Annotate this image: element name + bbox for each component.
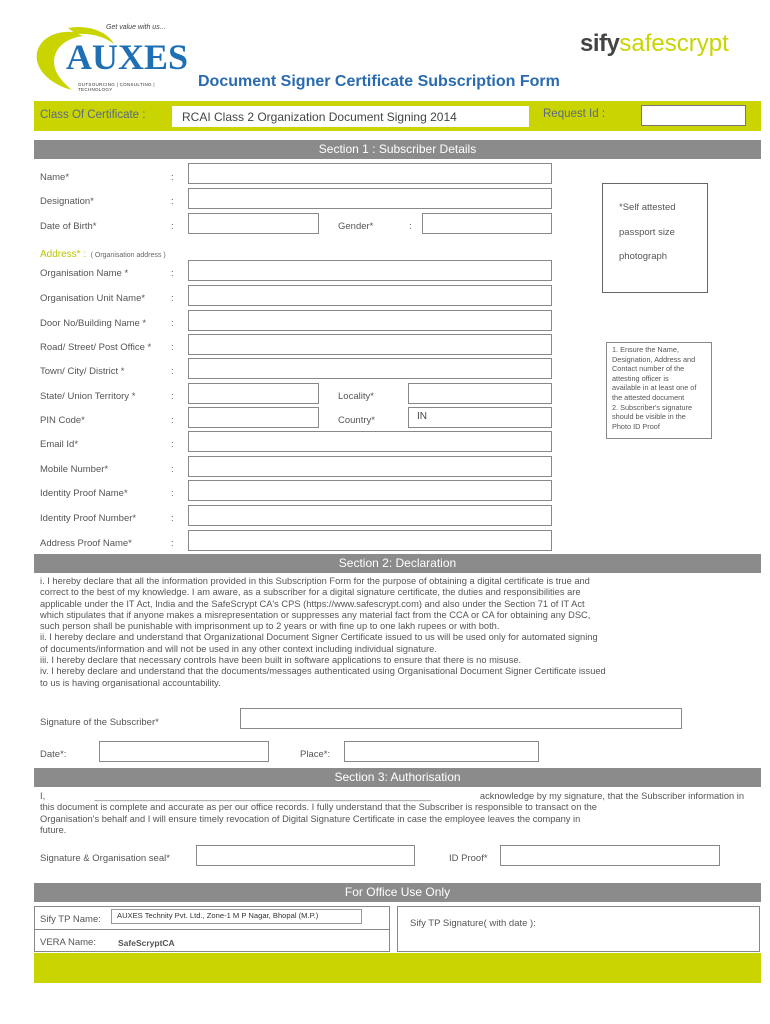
- subscriber-signature-label: Signature of the Subscriber*: [40, 717, 159, 728]
- office-divider: [34, 929, 390, 930]
- declaration-line: i. I hereby declare that all the information provided in this Subscription Form for the purpose of obtaining a digital certificate is true and: [40, 576, 590, 586]
- email-label: Email Id*: [40, 439, 79, 450]
- address-note: ( Organisation address ): [90, 252, 166, 259]
- declaration-line: ii. I hereby declare and understand that Organizational Document Signer Certificate issued to us will be used only for automated signing: [40, 632, 598, 643]
- address-heading: [40, 244, 166, 262]
- designation-input[interactable]: [188, 188, 552, 209]
- photo-box[interactable]: [602, 183, 708, 293]
- colon: :: [171, 196, 174, 207]
- date-input[interactable]: [99, 741, 269, 762]
- country-value: IN: [417, 411, 427, 422]
- auth-acknowledge: acknowledge by my signature, that the Subscriber information in: [479, 791, 744, 801]
- sify-text: sify: [580, 30, 620, 57]
- country-input[interactable]: [408, 407, 552, 428]
- id-proof-label: ID Proof*: [449, 853, 488, 864]
- auth-i: I,: [40, 791, 46, 801]
- state-input[interactable]: [188, 383, 319, 404]
- locality-label: Locality*: [338, 391, 374, 402]
- note-line: Contact number of the: [612, 364, 685, 374]
- vera-label: VERA Name:: [40, 937, 96, 948]
- dob-label: Date of Birth*: [40, 221, 97, 232]
- org-name-input[interactable]: [188, 260, 552, 281]
- colon: :: [171, 293, 174, 304]
- colon: :: [171, 268, 174, 279]
- note-line: should be visible in the: [612, 412, 686, 422]
- gender-label: Gender*: [338, 221, 374, 232]
- road-label: Road/ Street/ Post Office *: [40, 342, 152, 353]
- vera-value: SafeScryptCA: [118, 938, 175, 948]
- class-label: Class Of Certificate :: [40, 109, 146, 121]
- road-input[interactable]: [188, 334, 552, 355]
- colon: :: [171, 221, 174, 232]
- auxes-subtitle: OUTSOURCING | CONSULTING | TECHNOLOGY: [78, 82, 155, 92]
- declaration-line: which stipulates that if anyone makes a misrepresentation or suppresses any material fact from the CCA or CA for obtaining any DSC,: [40, 609, 591, 620]
- colon: :: [171, 415, 174, 426]
- class-field[interactable]: [172, 106, 529, 127]
- request-id-field[interactable]: [641, 105, 746, 126]
- note-line: the attested document: [612, 392, 685, 402]
- note-line: Photo ID Proof: [612, 421, 660, 431]
- state-label: State/ Union Territory *: [40, 391, 136, 402]
- pin-input[interactable]: [188, 407, 319, 428]
- town-label: Town/ City/ District *: [40, 366, 125, 377]
- section3-header: Section 3: Authorisation: [34, 768, 761, 787]
- mobile-input[interactable]: [188, 456, 552, 477]
- auth-blank[interactable]: _________________________________________________________________: [94, 791, 431, 801]
- photo-line2: passport size: [619, 227, 675, 238]
- colon: :: [171, 318, 174, 329]
- sify-tp-name-field[interactable]: [111, 909, 362, 924]
- note-line: attesting officer is: [612, 373, 669, 383]
- id-proof-name-input[interactable]: [188, 480, 552, 501]
- name-input[interactable]: [188, 163, 552, 184]
- authorisation-text: [40, 791, 744, 836]
- section1-header: Section 1 : Subscriber Details: [34, 140, 761, 159]
- name-label: Name*: [40, 172, 70, 183]
- colon: :: [171, 391, 174, 402]
- declaration-line: iv. I hereby declare and understand that the documents/messages authenticated using Organisational Document Signer Certificate issued: [40, 666, 606, 677]
- class-value: RCAI Class 2 Organization Document Signing 2014: [182, 110, 457, 124]
- note-line: available in at least one of: [612, 383, 697, 393]
- auxes-logo: [28, 24, 189, 94]
- note-line: 2. Subscriber's signature: [612, 402, 693, 412]
- photo-line1: *Self attested: [619, 202, 676, 213]
- colon: :: [171, 439, 174, 450]
- sify-tp-name-value: AUXES Technity Pvt. Ltd., Zone-1 M P Nagar, Bhopal (M.P.): [117, 911, 319, 920]
- footer-bar: [34, 953, 761, 983]
- pin-label: PIN Code*: [40, 415, 85, 426]
- declaration-text: [40, 576, 744, 689]
- subscriber-signature-input[interactable]: [240, 708, 682, 729]
- sify-safescrypt-logo: [580, 30, 765, 66]
- authorisation-line: this document is complete and accurate as per our office records. I fully understand that the Subscriber is responsible to transact on the: [40, 802, 597, 813]
- declaration-line: iii. I hereby declare that necessary controls have been built in software applications to ensure that there is no misuse.: [40, 655, 522, 666]
- date-label: Date*:: [40, 749, 67, 760]
- declaration-line: to us is having organisational accountability.: [40, 677, 221, 688]
- authorisation-first-line: [40, 791, 744, 802]
- door-label: Door No/Building Name *: [40, 318, 147, 329]
- colon: :: [171, 538, 174, 549]
- country-label: Country*: [338, 415, 375, 426]
- gender-input[interactable]: [422, 213, 552, 234]
- colon: :: [171, 172, 174, 183]
- dob-input[interactable]: [188, 213, 319, 234]
- colon: :: [171, 513, 174, 524]
- id-proof-input[interactable]: [500, 845, 720, 866]
- seal-label: Signature & Organisation seal*: [40, 853, 170, 864]
- id-proof-number-input[interactable]: [188, 505, 552, 526]
- place-input[interactable]: [344, 741, 539, 762]
- id-proof-number-label: Identity Proof Number*: [40, 513, 137, 524]
- note-line: 1. Ensure the Name,: [612, 345, 679, 354]
- auxes-tagline: Get value with us...: [106, 24, 166, 31]
- place-label: Place*:: [300, 749, 331, 760]
- colon: :: [171, 342, 174, 353]
- org-name-label: Organisation Name *: [40, 268, 129, 279]
- designation-label: Designation*: [40, 196, 94, 207]
- sify-tp-signature-box[interactable]: [397, 906, 760, 952]
- locality-input[interactable]: [408, 383, 552, 404]
- seal-input[interactable]: [196, 845, 415, 866]
- colon: :: [409, 221, 412, 232]
- town-input[interactable]: [188, 358, 552, 379]
- colon: :: [171, 464, 174, 475]
- id-proof-name-label: Identity Proof Name*: [40, 488, 128, 499]
- request-id-label: Request Id :: [543, 108, 606, 120]
- authorisation-line: future.: [40, 824, 67, 835]
- address-proof-label: Address Proof Name*: [40, 538, 132, 549]
- declaration-line: such person shall be punishable with imprisonment up to 2 years or with fine up to one lakh rupees or with both.: [40, 621, 500, 632]
- colon: :: [171, 488, 174, 499]
- address-proof-input[interactable]: [188, 530, 552, 551]
- photo-line3: photograph: [619, 251, 668, 262]
- colon: :: [171, 366, 174, 377]
- declaration-line: correct to the best of my knowledge. I am aware, as a subscriber for a digital signature certificate, the duties and responsibilities are: [40, 587, 581, 598]
- sify-tp-signature-label: Sify TP Signature( with date ):: [410, 918, 536, 929]
- door-input[interactable]: [188, 310, 552, 331]
- section2-header: Section 2: Declaration: [34, 554, 761, 573]
- auxes-name: AUXES: [66, 37, 189, 77]
- org-unit-label: Organisation Unit Name*: [40, 293, 146, 304]
- photo-notes-box: [606, 342, 712, 439]
- address-label: Address* :: [40, 249, 87, 260]
- authorisation-line: Organisation's behalf and I will ensure timely revocation of Digital Signature Certificate in case the employee leaves the company in: [40, 813, 581, 824]
- office-header: For Office Use Only: [34, 883, 761, 902]
- declaration-line: applicable under the IT Act, India and the SafeScrypt CA's CPS (https://www.safescrypt.com) and also under the Section 71 of IT Act: [40, 598, 585, 609]
- mobile-label: Mobile Number*: [40, 464, 109, 475]
- org-unit-input[interactable]: [188, 285, 552, 306]
- form-title: Document Signer Certificate Subscription Form: [198, 73, 560, 90]
- declaration-line: of documents/information and will not be used in any other context including individual signature.: [40, 643, 437, 654]
- safescrypt-text: safescrypt: [619, 30, 729, 57]
- note-line: Designation, Address and: [612, 354, 696, 364]
- email-input[interactable]: [188, 431, 552, 452]
- sify-tp-name-label: Sify TP Name:: [40, 914, 101, 925]
